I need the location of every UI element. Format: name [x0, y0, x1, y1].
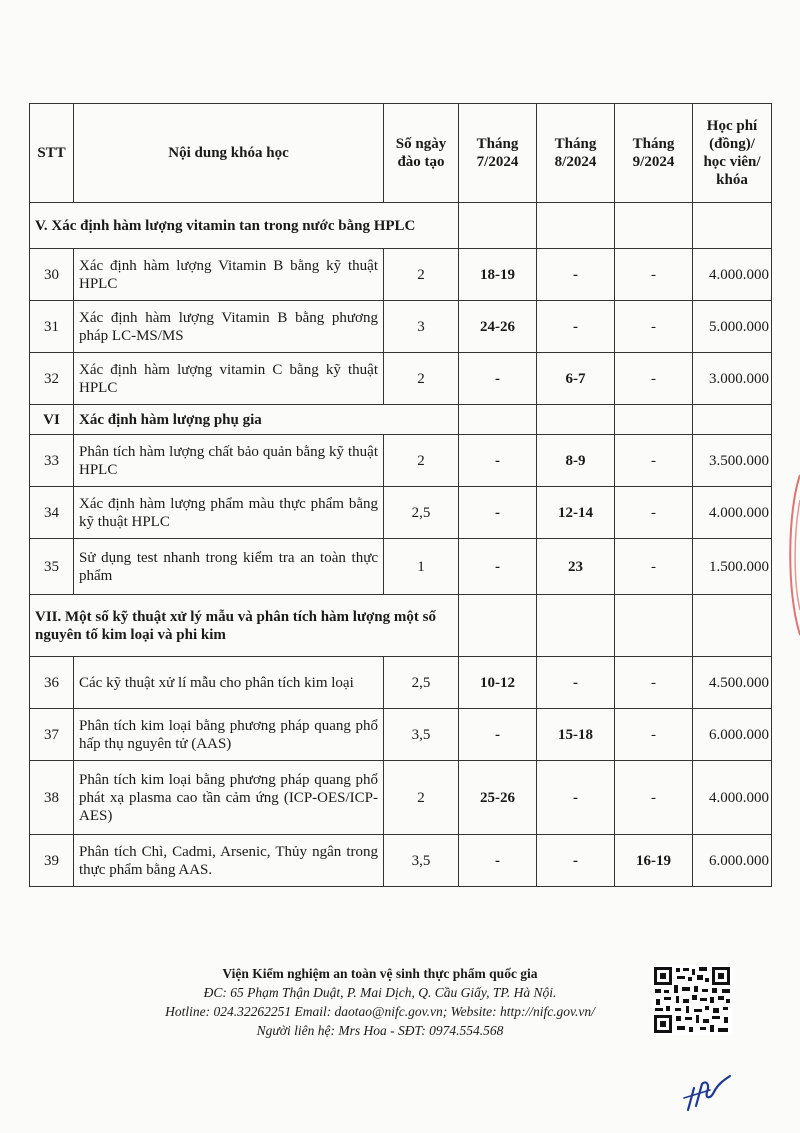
- row-content: Sử dụng test nhanh trong kiểm tra an toàn thực phẩm: [74, 539, 384, 595]
- row-month-9: -: [615, 539, 693, 595]
- row-month-8: 6-7: [537, 353, 615, 405]
- row-month-9: 16-19: [615, 835, 693, 887]
- row-fee: 3.500.000: [693, 435, 772, 487]
- row-month-7: 18-19: [459, 249, 537, 301]
- table-row: [30, 435, 772, 487]
- row-fee: 5.000.000: [693, 301, 772, 353]
- table-row: [30, 539, 772, 595]
- row-days: 3,5: [384, 835, 459, 887]
- table-cell: [693, 595, 772, 657]
- table-row: [30, 487, 772, 539]
- row-stt: 33: [30, 435, 74, 487]
- row-content: Phân tích Chì, Cadmi, Arsenic, Thủy ngân trong thực phẩm bằng AAS.: [74, 835, 384, 887]
- row-days: 2: [384, 435, 459, 487]
- row-fee: 1.500.000: [693, 539, 772, 595]
- table-row: [30, 657, 772, 709]
- row-stt: 34: [30, 487, 74, 539]
- table-cell: [537, 203, 615, 249]
- row-month-8: 8-9: [537, 435, 615, 487]
- row-month-7: 25-26: [459, 761, 537, 835]
- red-stamp-edge: [782, 470, 800, 640]
- row-fee: 4.000.000: [693, 487, 772, 539]
- row-days: 2,5: [384, 487, 459, 539]
- header-content: Nội dung khóa học: [74, 104, 384, 203]
- table-row: [30, 249, 772, 301]
- row-days: 2: [384, 761, 459, 835]
- section-title: V. Xác định hàm lượng vitamin tan trong nước bằng HPLC: [30, 203, 459, 249]
- section-row-vi: [30, 405, 772, 435]
- row-month-8: -: [537, 657, 615, 709]
- header-stt: STT: [30, 104, 74, 203]
- table-cell: [693, 405, 772, 435]
- row-days: 2: [384, 353, 459, 405]
- row-days: 2,5: [384, 657, 459, 709]
- table-cell: [459, 405, 537, 435]
- row-month-9: -: [615, 709, 693, 761]
- row-month-7: 10-12: [459, 657, 537, 709]
- footer-org-name: Viện Kiểm nghiệm an toàn vệ sinh thực phẩm quốc gia: [222, 966, 538, 981]
- row-month-9: -: [615, 249, 693, 301]
- table-cell: [537, 595, 615, 657]
- row-days: 2: [384, 249, 459, 301]
- row-content: Phân tích kim loại bằng phương pháp quang phổ phát xạ plasma cao tần cảm ứng (ICP-OES/ICP-AES): [74, 761, 384, 835]
- row-stt: 38: [30, 761, 74, 835]
- row-content: Phân tích hàm lượng chất bảo quản bằng kỹ thuật HPLC: [74, 435, 384, 487]
- table-row: [30, 353, 772, 405]
- header-month-7: Tháng 7/2024: [459, 104, 537, 203]
- row-content: Xác định hàm lượng phẩm màu thực phẩm bằng kỹ thuật HPLC: [74, 487, 384, 539]
- table-cell: [615, 595, 693, 657]
- footer-address: ĐC: 65 Phạm Thận Duật, P. Mai Dịch, Q. Cầu Giấy, TP. Hà Nội.: [203, 985, 557, 1000]
- row-month-9: -: [615, 657, 693, 709]
- row-stt: 39: [30, 835, 74, 887]
- row-month-8: -: [537, 835, 615, 887]
- header-fee: Học phí (đồng)/ học viên/ khóa: [693, 104, 772, 203]
- section-title: VII. Một số kỹ thuật xử lý mẫu và phân tích hàm lượng một số nguyên tố kim loại và phi kim: [30, 595, 459, 657]
- table-row: [30, 709, 772, 761]
- row-month-8: 23: [537, 539, 615, 595]
- signature-mark: [680, 1070, 735, 1115]
- row-month-7: -: [459, 435, 537, 487]
- row-stt: 31: [30, 301, 74, 353]
- row-month-7: -: [459, 539, 537, 595]
- row-stt: 37: [30, 709, 74, 761]
- row-content: Phân tích kim loại bằng phương pháp quang phổ hấp thụ nguyên tử (AAS): [74, 709, 384, 761]
- course-schedule-table: [29, 103, 772, 887]
- row-stt: 36: [30, 657, 74, 709]
- table-cell: [615, 203, 693, 249]
- row-stt: 35: [30, 539, 74, 595]
- table-cell: [693, 203, 772, 249]
- row-fee: 4.000.000: [693, 249, 772, 301]
- table-header-row: [30, 104, 772, 203]
- row-month-8: -: [537, 761, 615, 835]
- table-row: [30, 835, 772, 887]
- row-days: 3: [384, 301, 459, 353]
- row-content: Xác định hàm lượng Vitamin B bằng kỹ thuật HPLC: [74, 249, 384, 301]
- row-month-7: 24-26: [459, 301, 537, 353]
- section-number: VI: [30, 405, 74, 435]
- section-row-vii: [30, 595, 772, 657]
- row-days: 3,5: [384, 709, 459, 761]
- row-month-7: -: [459, 709, 537, 761]
- row-month-9: -: [615, 761, 693, 835]
- row-content: Xác định hàm lượng vitamin C bằng kỹ thuật HPLC: [74, 353, 384, 405]
- row-month-9: -: [615, 487, 693, 539]
- header-month-9: Tháng 9/2024: [615, 104, 693, 203]
- table-cell: [459, 595, 537, 657]
- row-month-8: 15-18: [537, 709, 615, 761]
- row-fee: 4.500.000: [693, 657, 772, 709]
- header-days: Số ngày đào tạo: [384, 104, 459, 203]
- row-month-8: 12-14: [537, 487, 615, 539]
- row-fee: 4.000.000: [693, 761, 772, 835]
- row-month-7: -: [459, 835, 537, 887]
- table-row: [30, 301, 772, 353]
- table-cell: [537, 405, 615, 435]
- header-month-8: Tháng 8/2024: [537, 104, 615, 203]
- footer-contact-person: Người liên hệ: Mrs Hoa - SĐT: 0974.554.568: [256, 1023, 504, 1038]
- qr-code-icon: [652, 965, 732, 1035]
- row-month-9: -: [615, 301, 693, 353]
- footer-contact: [120, 964, 640, 1040]
- table-cell: [459, 203, 537, 249]
- row-month-8: -: [537, 301, 615, 353]
- row-fee: 6.000.000: [693, 835, 772, 887]
- section-title: Xác định hàm lượng phụ gia: [74, 405, 459, 435]
- row-month-9: -: [615, 353, 693, 405]
- row-fee: 6.000.000: [693, 709, 772, 761]
- footer-contact-line: Hotline: 024.32262251 Email: daotao@nifc.gov.vn; Website: http://nifc.gov.vn/: [165, 1004, 595, 1019]
- row-stt: 30: [30, 249, 74, 301]
- row-days: 1: [384, 539, 459, 595]
- row-fee: 3.000.000: [693, 353, 772, 405]
- table-cell: [615, 405, 693, 435]
- row-month-9: -: [615, 435, 693, 487]
- row-content: Xác định hàm lượng Vitamin B bằng phương pháp LC-MS/MS: [74, 301, 384, 353]
- row-month-8: -: [537, 249, 615, 301]
- table-row: [30, 761, 772, 835]
- row-content: Các kỹ thuật xử lí mẫu cho phân tích kim loại: [74, 657, 384, 709]
- row-stt: 32: [30, 353, 74, 405]
- section-row-v: [30, 203, 772, 249]
- row-month-7: -: [459, 487, 537, 539]
- row-month-7: -: [459, 353, 537, 405]
